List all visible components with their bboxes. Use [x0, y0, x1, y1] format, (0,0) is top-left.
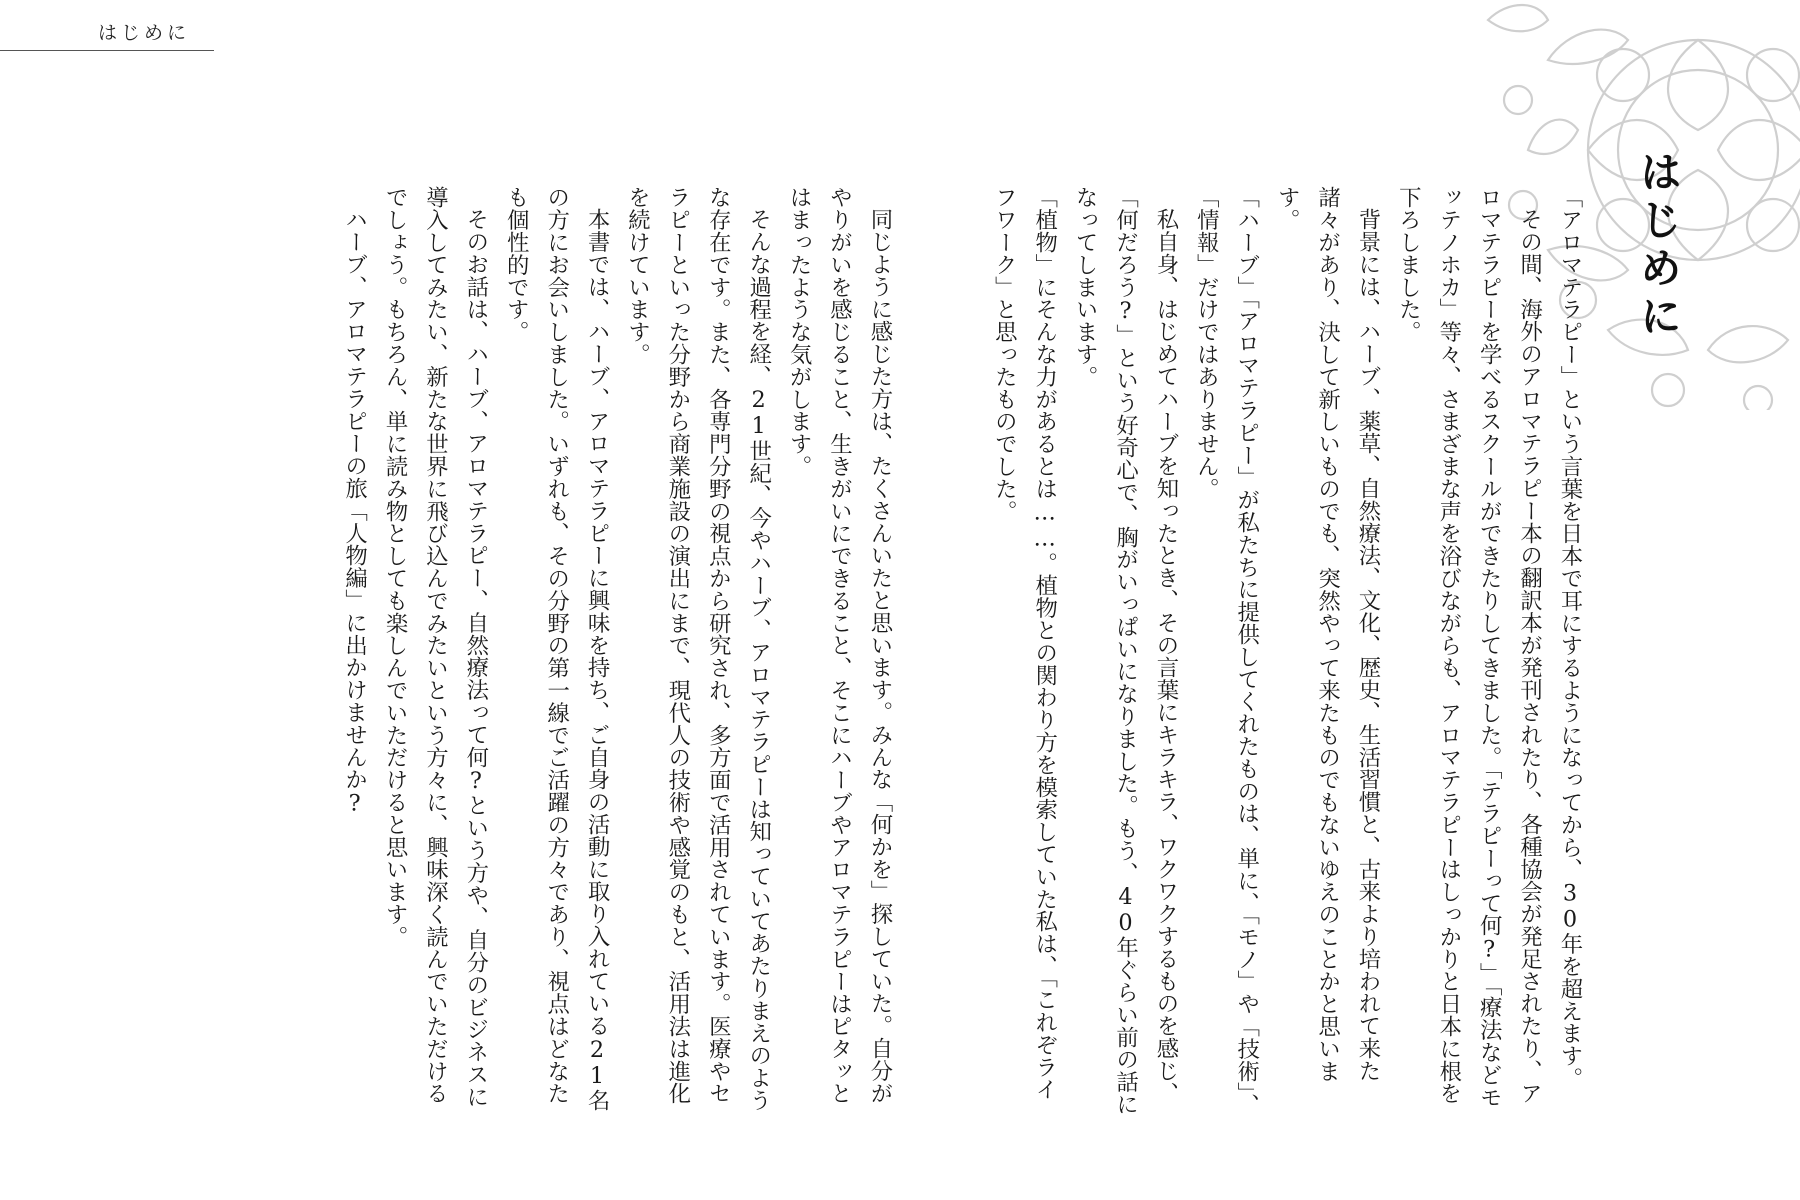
paragraph-10: そのお話は、ハーブ、アロマテラピー、自然療法って何?という方や、自分のビジネスに導入してみたい、新たな世界に飛び込んでみたいという方々に、興味深く読んでいただけるでしょう。もちろん、単に読み物としても楽しんでいただけると思います。	[382, 186, 489, 1108]
paragraph-4: 「ハーブ」「アロマテラピー」が私たちに提供してくれたものは、単に、「モノ」や「技術」、「情報」だけではありません。	[1193, 186, 1260, 1116]
paragraph-1: 「アロマテラピー」という言葉を日本で耳にするようになってから、30年を超えます。	[1557, 186, 1583, 1090]
paragraph-5: 私自身、はじめてハーブを知ったとき、その言葉にキラキラ、ワクワクするものを感じ、「何だろう?」という好奇心で、胸がいっぱいになりました。もう、40年ぐらい前の話になってしまいます。	[1072, 186, 1179, 1116]
running-head: はじめに	[98, 22, 191, 44]
chapter-title: はじめに	[1634, 150, 1683, 342]
paragraph-11: ハーブ、アロマテラピーの旅「人物編」に出かけませんか?	[341, 208, 368, 817]
header-rule	[0, 50, 214, 51]
paragraph-3: 背景には、ハーブ、薬草、自然療法、文化、歴史、生活習慣と、古来より培われて来た諸々があり、決して新しいものでも、突然やって来たものでもないゆえのことかと思います。	[1274, 186, 1381, 1082]
paragraph-9: 本書では、ハーブ、アロマテラピーに興味を持ち、ご自身の活動に取り入れている21名の方にお会いしました。いずれも、その分野の第一線でご活躍の方々であり、視点はどなたも個性的です。	[503, 186, 611, 1112]
body-text	[170, 186, 1590, 1116]
paragraph-8: そんな過程を経、21世紀、今やハーブ、アロマテラピーは知っていてあたりまえのような存在です。また、各専門分野の視点から研究され、多方面で活用されています。医療やセラピーといった分野から商業施設の演出にまで、現代人の技術や感覚のもと、活用法は進化を続けています。	[624, 186, 772, 1112]
paragraph-7: 同じように感じた方は、たくさんいたと思います。みんな「何かを」探していた。自分がやりがいを感じること、生きがいにできること、そこにハーブやアロマテラピーはピタッとはまったような気がします。	[786, 186, 893, 1105]
paragraph-2: その間、海外のアロマテラピー本の翻訳本が発刊されたり、各種協会が発足されたり、アロマテラピーを学べるスクールができたりしてきました。「テラピーって何?」「療法などモッテノホカ」等々、さまざまな声を浴びながらも、アロマテラピーはしっかりと日本に根を下ろしました。	[1395, 186, 1543, 1108]
paragraph-6: 「植物」にそんな力があるとは……。植物との関わり方を模索していた私は、「これぞライフワーク」と思ったものでした。	[991, 186, 1058, 1101]
